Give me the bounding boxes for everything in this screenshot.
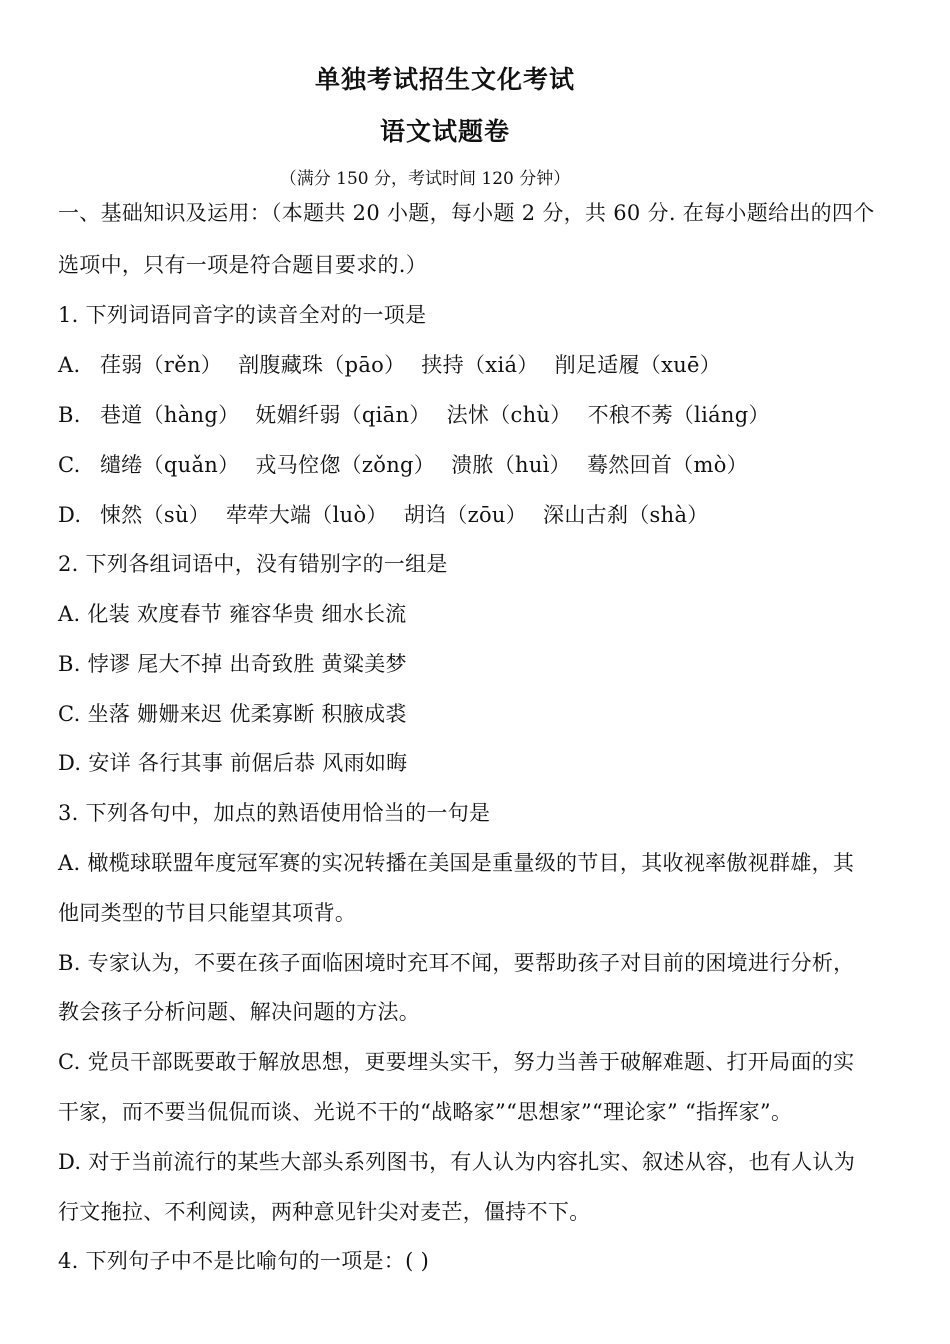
option-item: 悚然（sù） (100, 503, 211, 527)
option-item: 挟持（xiá） (421, 353, 539, 377)
question-2-option-b: B. 悖谬 尾大不掉 出奇致胜 黄粱美梦 (58, 652, 407, 676)
question-3-line: 他同类型的节目只能望其项背。 (58, 901, 357, 925)
option-letter: D. (58, 503, 82, 527)
question-2-option-a: A. 化装 欢度春节 雍容华贵 细水长流 (58, 602, 407, 626)
option-item: 法怵（chù） (446, 403, 572, 427)
question-1-option-b (58, 400, 898, 430)
question-2-option-c: C. 坐落 姗姗来迟 优柔寡断 积腋成裘 (58, 702, 407, 726)
question-4-stem: 4. 下列句子中不是比喻句的一项是：( ) (58, 1249, 430, 1273)
option-item: 胡诌（zōu） (403, 503, 528, 527)
question-3-line: B. 专家认为，不要在孩子面临困境时充耳不闻，要帮助孩子对目前的困境进行分析， (58, 951, 855, 975)
option-item: 溃脓（huì） (451, 453, 571, 477)
option-item: 戎马倥偬（zǒng） (255, 453, 436, 477)
question-1-option-a (58, 350, 898, 380)
question-3-line: A. 橄榄球联盟年度冠军赛的实况转播在美国是重量级的节目，其收视率傲视群雄，其 (58, 851, 855, 875)
question-1-stem: 1. 下列词语同音字的读音全对的一项是 (58, 303, 427, 327)
option-item: 妩媚纤弱（qiān） (255, 403, 431, 427)
question-1-option-c (58, 450, 898, 480)
exam-note: （满分 150 分，考试时间 120 分钟） (279, 169, 571, 189)
section-intro-line-1: 一、基础知识及运用：（本题共 20 小题，每小题 2 分，共 60 分. 在每小题给出的四个 (58, 201, 875, 225)
question-3-line: 干家，而不要当侃侃而谈、光说不干的“战略家”“思想家”“理论家” “指挥家”。 (58, 1100, 793, 1124)
option-item: 剖腹藏珠（pāo） (238, 353, 406, 377)
option-item: 荏弱（rěn） (100, 353, 223, 377)
option-letter: B. (58, 403, 81, 427)
option-item: 深山古刹（shà） (543, 503, 709, 527)
exam-subtitle: 语文试题卷 (379, 117, 510, 146)
question-3-line: D. 对于当前流行的某些大部头系列图书，有人认为内容扎实、叙述从容，也有人认为 (58, 1150, 856, 1174)
option-letter: A. (58, 353, 81, 377)
option-item: 削足适履（xuē） (554, 353, 722, 377)
question-2-option-d: D. 安详 各行其事 前倨后恭 风雨如晦 (58, 751, 408, 775)
option-letter: C. (58, 453, 81, 477)
question-3-line: 行文拖拉、不利阅读，两种意见针尖对麦芒，僵持不下。 (58, 1200, 591, 1224)
exam-title: 单独考试招生文化考试 (314, 65, 575, 94)
option-item: 蓦然回首（mò） (586, 453, 748, 477)
option-item: 缱绻（quǎn） (100, 453, 240, 477)
option-item: 不稂不莠（liáng） (587, 403, 770, 427)
question-3-stem: 3. 下列各句中，加点的熟语使用恰当的一句是 (58, 801, 491, 825)
question-3-line: 教会孩子分析问题、解决问题的方法。 (58, 1000, 421, 1024)
question-2-stem: 2. 下列各组词语中，没有错别字的一组是 (58, 552, 448, 576)
question-1-option-d (58, 500, 898, 530)
section-intro-line-2: 选项中，只有一项是符合题目要求的.） (58, 253, 428, 277)
question-3-line: C. 党员干部既要敢于解放思想，更要埋头实干，努力当善于破解难题、打开局面的实 (58, 1050, 855, 1074)
option-item: 荦荦大端（luò） (226, 503, 388, 527)
option-item: 巷道（hàng） (100, 403, 240, 427)
